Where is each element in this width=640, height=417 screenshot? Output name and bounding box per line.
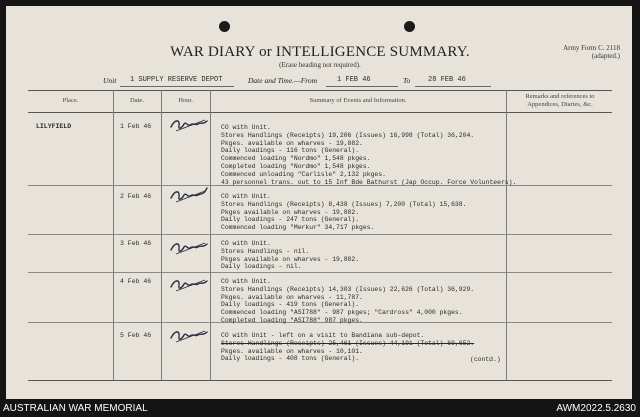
column-header-hour: Hour. [178, 97, 193, 104]
summary-line: CO with Unit. [221, 240, 271, 247]
summary-line: Commenced loading "Nordmo" 1,548 pkges. [221, 155, 371, 163]
entry-date: 3 Feb 46 [120, 240, 152, 247]
column-header-summary: Summary of Events and Information. [309, 97, 407, 104]
summary-line: CO with Unit. [221, 193, 271, 200]
summary-line: Pkges available on wharves - 19,882. [221, 255, 360, 263]
from-value: 1 FEB 46 [337, 76, 371, 84]
summary-line: Commenced loading "Merkur" 34,717 pkges. [221, 224, 375, 232]
entry-summary [221, 278, 474, 325]
summary-line: Daily loadings - 116 tons (General). [221, 147, 360, 155]
form-number [540, 44, 620, 60]
institution-name: AUSTRALIAN WAR MEMORIAL [3, 403, 148, 414]
summary-line: Pkges. available on wharves - 11,787. [221, 293, 363, 301]
from-underline [326, 86, 398, 87]
form-number-text: Army Form C. 2118 [563, 44, 620, 52]
handwritten-signature [167, 273, 211, 295]
entry-place: LILYFIELD [36, 123, 72, 130]
summary-line: Stores Handlings (Receipts) 19,206 (Issues) 16,998 (Total) 36,204. [221, 131, 475, 139]
summary-line: Stores Handlings (Receipts) 14,303 (Issues) 22,626 (Total) 36,929. [221, 285, 475, 293]
summary-line: Pkges available on wharves - 19,882. [221, 208, 360, 216]
column-header-date: Date. [130, 97, 144, 104]
summary-line: Daily loadings - 408 tons (General). [221, 355, 360, 363]
page-subtitle: (Erase heading not required). [279, 61, 361, 69]
to-underline [415, 86, 491, 87]
handwritten-signature [167, 236, 211, 258]
page-title: WAR DIARY or INTELLIGENCE SUMMARY. [170, 44, 470, 60]
unit-underline [120, 86, 234, 87]
column-header-remarks: Remarks and references to Appendices, Diaries, &c. [525, 93, 595, 108]
summary-line: 43 personnel trans. out to 15 Inf Bde Bathurst (Jap Occup. Force Volunteers). [221, 178, 517, 186]
summary-line: Completed loading "ASI788" 987 pkges. [221, 316, 363, 324]
handwritten-signature [167, 324, 211, 346]
punch-hole [219, 21, 230, 32]
column-divider [161, 90, 162, 380]
summary-line: Daily loadings - 247 tons (General). [221, 216, 360, 224]
archive-footer [0, 402, 640, 417]
summary-line: Commenced unloading "Carlisle" 2,132 pkges. [221, 170, 386, 178]
summary-line: CO with Unit - left on a visit to Bandiana sub-depot. [221, 332, 425, 339]
to-label: To [403, 76, 411, 85]
unit-value: 1 SUPPLY RESERVE DEPOT [130, 76, 223, 84]
summary-line: CO with Unit. [221, 278, 271, 285]
summary-line: Completed loading "Nordmo" 1,548 pkges. [221, 162, 371, 170]
column-header-place: Place. [62, 97, 79, 104]
row-divider [28, 272, 612, 273]
entry-date: 2 Feb 46 [120, 193, 152, 200]
summary-line: Daily loadings - nil. [221, 263, 302, 271]
entry-date: 4 Feb 46 [120, 278, 152, 285]
catalogue-reference: AWM2022.5.2630 [556, 403, 636, 414]
column-divider [113, 90, 114, 380]
summary-line: Commenced loading "ASI788" - 987 pkges; "Cardross" 4,000 pkges. [221, 309, 463, 317]
summary-line: Pkges. available on wharves - 10,101. [221, 347, 363, 355]
summary-line: Stores Handlings (Receipts) 25,461 (Issues) 44,191 (Total) 69,652. [221, 339, 475, 347]
table-header-border [28, 112, 612, 113]
to-value: 28 FEB 46 [428, 76, 466, 84]
table-bottom-border [28, 380, 612, 381]
table-top-border [28, 90, 612, 91]
handwritten-signature [167, 184, 211, 206]
handwritten-signature [167, 113, 211, 135]
entry-date: 1 Feb 46 [120, 123, 152, 130]
entry-summary [221, 332, 474, 363]
summary-line: Pkges. available on wharves - 19,882. [221, 139, 363, 147]
continued-note: (contd.) [470, 356, 501, 363]
entry-summary [221, 240, 359, 271]
row-divider [28, 234, 612, 235]
summary-line: Stores Handlings - nil. [221, 247, 310, 255]
unit-label: Unit [103, 76, 117, 85]
entry-summary [221, 124, 516, 186]
summary-line: CO with Unit. [221, 124, 271, 131]
summary-line: Stores Handlings (Receipts) 8,438 (Issues) 7,200 (Total) 15,638. [221, 200, 467, 208]
entry-summary [221, 193, 466, 232]
date-time-label: Date and Time.—From [248, 76, 318, 85]
form-note-text: (adapted.) [591, 52, 620, 60]
summary-line: Daily loadings - 419 tons (General). [221, 301, 360, 309]
punch-hole [404, 21, 415, 32]
entry-date: 5 Feb 46 [120, 332, 152, 339]
